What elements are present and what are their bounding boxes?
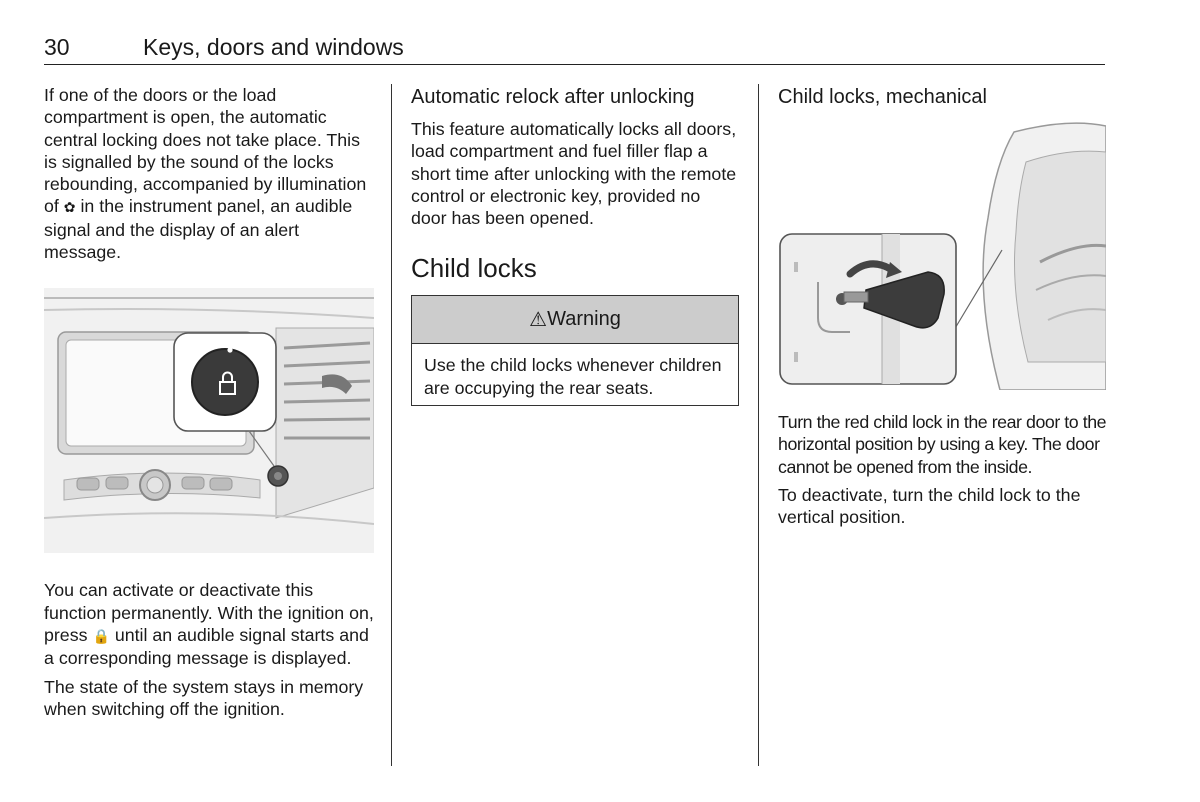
paragraph: The state of the system stays in memory when switching off the ignition. xyxy=(44,676,364,719)
warning-box xyxy=(411,295,739,406)
indicator-icon: ✿ xyxy=(63,199,76,216)
warning-header xyxy=(412,296,738,344)
column-middle xyxy=(411,84,739,406)
paragraph: You can activate or deactivate this function permanently. With the ignition on, press 🔒 until an audible signal starts and a corresponding message is displayed. xyxy=(44,580,374,669)
warning-text: Use the child locks whenever children are occupying the rear seats. xyxy=(424,355,722,398)
section-heading: Child locks xyxy=(411,253,537,284)
lock-icon: 🔒 xyxy=(92,627,110,644)
subsection-heading: Automatic relock after unlocking xyxy=(411,86,695,108)
column-divider xyxy=(391,84,392,766)
subsection-heading: Child locks, mechanical xyxy=(778,86,987,108)
paragraph: If one of the doors or the load compartment is open, the automatic central locking does not take place. This is signalled by the sound of the locks rebounding, accompanied by illumination of ✿ in the instrument panel, an audible signal and the display of an alert message. xyxy=(44,85,367,263)
page-header xyxy=(44,34,1105,65)
center-console-illustration xyxy=(44,288,374,553)
paragraph: To deactivate, turn the child lock to the vertical position. xyxy=(778,484,1081,528)
warning-body xyxy=(412,344,738,405)
paragraph: This feature automatically locks all doors, load compartment and fuel filler flap a short time after unlocking with the remote control or electronic key, provided no door has been opened. xyxy=(411,119,737,229)
warning-triangle-icon: ⚠ xyxy=(529,309,548,332)
column-right xyxy=(778,84,1108,534)
column-divider xyxy=(758,84,759,766)
page-number: 30 xyxy=(44,34,70,60)
section-title: Keys, doors and windows xyxy=(143,34,404,60)
paragraph: Turn the red child lock in the rear door to the horizontal position by using a key. The door cannot be opened from the inside. xyxy=(778,412,1107,477)
warning-title: Warning xyxy=(547,308,621,331)
column-left xyxy=(44,84,374,726)
child-lock-illustration xyxy=(778,122,1106,390)
